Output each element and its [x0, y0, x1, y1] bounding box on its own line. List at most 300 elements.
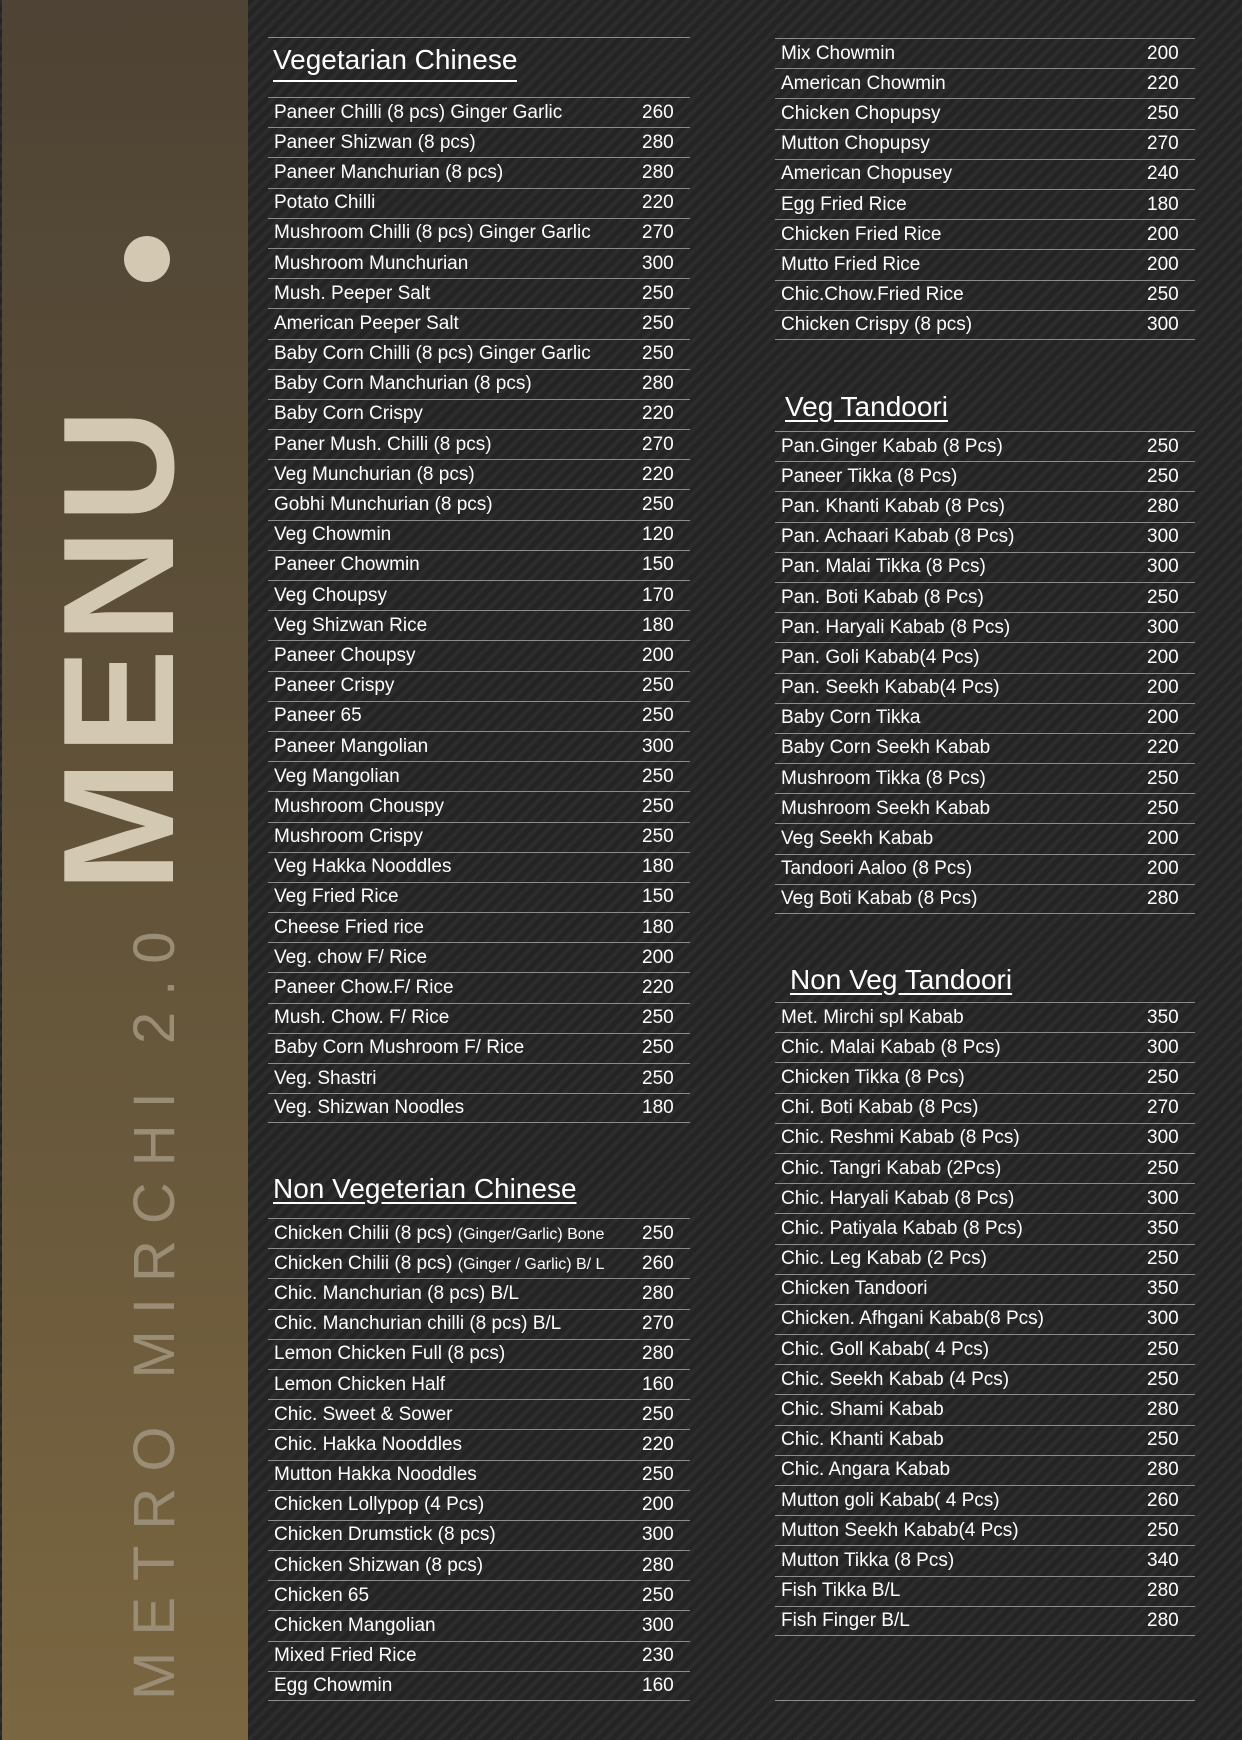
menu-item-row [775, 431, 1195, 461]
menu-item-row [268, 1063, 690, 1093]
item-name-text: Pan. Seekh Kabab(4 Pcs) [781, 677, 1000, 699]
item-name-text: Mix Chowmin [781, 42, 896, 64]
item-name [268, 403, 642, 425]
item-name-text: Mushroom Munchurian [274, 252, 469, 274]
item-name-text: Paneer Manchurian (8 pcs) [274, 161, 504, 183]
item-name-text: Chic. Reshmi Kabab (8 Pcs) [781, 1127, 1020, 1149]
item-price: 280 [1147, 495, 1179, 517]
item-name-text: Baby Corn Manchurian (8 pcs) [274, 373, 532, 395]
item-price: 250 [1147, 435, 1179, 457]
menu-item-row [775, 552, 1195, 582]
item-price: 250 [1147, 102, 1179, 124]
menu-item-row [268, 429, 690, 459]
item-name [268, 645, 642, 667]
item-price: 250 [1147, 1066, 1179, 1088]
item-name [268, 494, 642, 516]
menu-item-row [268, 188, 690, 218]
item-name-text: Chi. Boti Kabab (8 Pcs) [781, 1097, 979, 1119]
item-name [268, 947, 642, 969]
menu-item-row [775, 582, 1195, 612]
item-name [775, 1158, 1147, 1180]
menu-item-row [268, 1278, 690, 1308]
item-name-text: Pan. Goli Kabab(4 Pcs) [781, 646, 980, 668]
section-nonveg-chinese [268, 1173, 690, 1696]
menu-item-row [268, 1520, 690, 1550]
item-name [268, 1645, 642, 1667]
item-name-text: Paneer Chow.F/ Rice [274, 977, 454, 999]
section-heading: Veg Tandoori [785, 391, 948, 422]
menu-item-row [268, 308, 690, 338]
item-price: 280 [642, 373, 674, 395]
item-price: 250 [1147, 1368, 1179, 1390]
section-nonveg-tandoori [775, 964, 1195, 1631]
item-name-text: Chicken Tandoori [781, 1278, 928, 1300]
item-name [775, 103, 1147, 125]
menu-item-row [268, 1309, 690, 1339]
item-name [268, 1097, 642, 1119]
menu-item-row [268, 1429, 690, 1459]
item-price: 280 [642, 131, 674, 153]
item-name [268, 1555, 642, 1577]
menu-item-row [775, 884, 1195, 914]
item-name-text: Chicken Shizwan (8 pcs) [274, 1554, 484, 1576]
item-price: 170 [642, 584, 674, 606]
item-price: 300 [1147, 313, 1179, 335]
menu-item-row [268, 1490, 690, 1520]
menu-item-row [268, 459, 690, 489]
item-name [775, 617, 1147, 639]
menu-item-row [268, 1339, 690, 1369]
item-price: 150 [642, 886, 674, 908]
menu-item-row [268, 520, 690, 550]
item-name-text: Chic. Seekh Kabab (4 Pcs) [781, 1368, 1010, 1390]
item-name-text: Veg Choupsy [274, 584, 388, 606]
item-price: 270 [1147, 1097, 1179, 1119]
item-name [775, 1550, 1147, 1572]
menu-item-row [775, 793, 1195, 823]
menu-item-row [268, 882, 690, 912]
item-price: 250 [642, 1007, 674, 1029]
item-name [775, 466, 1147, 488]
menu-item-row [268, 852, 690, 882]
item-name-text: Chic. Khanti Kabab [781, 1429, 944, 1451]
menu-item-row [268, 791, 690, 821]
item-price: 300 [1147, 1308, 1179, 1330]
item-price: 250 [1147, 1519, 1179, 1541]
item-name [775, 43, 1147, 65]
section-veg-tandoori [775, 391, 1195, 909]
item-name [268, 283, 642, 305]
item-name [775, 798, 1147, 820]
item-name [775, 737, 1147, 759]
item-name-text: Pan. Malai Tikka (8 Pcs) [781, 556, 986, 578]
item-name [775, 1459, 1147, 1481]
item-name [775, 1218, 1147, 1240]
item-name-text: Mushroom Tikka (8 Pcs) [781, 767, 986, 789]
item-price: 300 [1147, 1036, 1179, 1058]
item-price: 200 [1147, 828, 1179, 850]
item-name [775, 314, 1147, 336]
item-name [268, 162, 642, 184]
menu-item-row [775, 1213, 1195, 1243]
item-price: 280 [642, 1282, 674, 1304]
item-price: 270 [1147, 133, 1179, 155]
item-name-text: Paneer Shizwan (8 pcs) [274, 131, 476, 153]
item-name [268, 524, 642, 546]
item-name [775, 1188, 1147, 1210]
item-name [268, 1313, 642, 1335]
divider [775, 1700, 1195, 1701]
item-price: 280 [1147, 1580, 1179, 1602]
menu-item-row [775, 1274, 1195, 1304]
item-price: 250 [1147, 1157, 1179, 1179]
item-name [775, 1399, 1147, 1421]
item-price: 260 [1147, 1489, 1179, 1511]
item-name-text: Veg. Shastri [274, 1067, 377, 1089]
item-name [268, 1374, 642, 1396]
item-name-text: Baby Corn Seekh Kabab [781, 737, 991, 759]
item-name [775, 73, 1147, 95]
item-note: (Ginger/Garlic) Bone [457, 1225, 605, 1243]
item-name-text: Pan. Haryali Kabab (8 Pcs) [781, 616, 1011, 638]
item-name-text: Chic. Tangri Kabab (2Pcs) [781, 1157, 1002, 1179]
item-name [775, 133, 1147, 155]
item-name-text: Veg Mangolian [274, 765, 400, 787]
item-name-text: Veg. chow F/ Rice [274, 946, 428, 968]
item-name-text: Chicken Tikka (8 Pcs) [781, 1066, 965, 1088]
item-price: 180 [642, 856, 674, 878]
item-price: 200 [1147, 223, 1179, 245]
item-name [268, 736, 642, 758]
item-name-text: Paneer Chilli (8 pcs) Ginger Garlic [274, 101, 563, 123]
item-list [775, 431, 1195, 914]
item-name [268, 856, 642, 878]
brand-rotated-group [2, 0, 248, 1740]
item-name [268, 554, 642, 576]
item-name [775, 254, 1147, 276]
item-name [775, 1248, 1147, 1270]
menu-item-row [268, 942, 690, 972]
item-name-text: Gobhi Munchurian (8 pcs) [274, 494, 493, 516]
item-price: 250 [1147, 1248, 1179, 1270]
item-name-text: Mushroom Chouspy [274, 795, 445, 817]
menu-item-row [775, 673, 1195, 703]
item-name-text: Veg Hakka Nooddles [274, 856, 452, 878]
item-name [775, 284, 1147, 306]
menu-item-row [775, 1606, 1195, 1636]
item-name [268, 766, 642, 788]
menu-item-row [268, 701, 690, 731]
item-price: 300 [1147, 556, 1179, 578]
item-name-text: American Chopusey [781, 163, 953, 185]
divider [268, 37, 690, 38]
item-name [775, 647, 1147, 669]
menu-item-row [268, 610, 690, 640]
item-name [268, 615, 642, 637]
item-price: 300 [1147, 526, 1179, 548]
item-price: 200 [1147, 42, 1179, 64]
item-name-text: Pan.Ginger Kabab (8 Pcs) [781, 435, 1003, 457]
item-name-text: Paner Mush. Chilli (8 pcs) [274, 433, 492, 455]
menu-item-row [268, 1369, 690, 1399]
menu-item-row [268, 822, 690, 852]
item-name [775, 1580, 1147, 1602]
item-price: 300 [642, 735, 674, 757]
item-name [268, 1223, 642, 1245]
item-name-text: Veg Chowmin [274, 524, 392, 546]
item-name [775, 858, 1147, 880]
item-price: 150 [642, 554, 674, 576]
item-name-text: Baby Corn Tikka [781, 707, 921, 729]
menu-item-row [268, 1033, 690, 1063]
item-name-text: Chicken 65 [274, 1584, 370, 1606]
item-price: 260 [642, 101, 674, 123]
item-name-text: Pan. Boti Kabab (8 Pcs) [781, 586, 984, 608]
item-name-text: Chic. Manchurian chilli (8 pcs) B/L [274, 1313, 562, 1335]
menu-item-row [268, 1610, 690, 1640]
item-price: 280 [642, 161, 674, 183]
item-price: 300 [1147, 1127, 1179, 1149]
item-price: 250 [642, 1584, 674, 1606]
item-price: 250 [642, 1222, 674, 1244]
item-name-text: Paneer Mangolian [274, 735, 429, 757]
item-price: 260 [642, 1252, 674, 1274]
brand-dot [124, 236, 170, 282]
menu-item-row [775, 1364, 1195, 1394]
menu-item-row [775, 1394, 1195, 1424]
item-price: 250 [642, 1037, 674, 1059]
section-heading: Non Veg Tandoori [790, 964, 1013, 995]
item-name [775, 1097, 1147, 1119]
item-name [268, 343, 642, 365]
item-list [775, 1002, 1195, 1636]
item-name [268, 192, 642, 214]
item-name-text: Fish Finger B/L [781, 1609, 910, 1631]
item-name [268, 222, 642, 244]
item-name-text: Chic. Sweet & Sower [274, 1403, 453, 1425]
item-name-text: Veg Seekh Kabab [781, 828, 934, 850]
item-name [268, 313, 642, 335]
item-name [775, 436, 1147, 458]
menu-item-row [775, 763, 1195, 793]
item-name [268, 1434, 642, 1456]
item-price: 250 [642, 494, 674, 516]
item-price: 270 [642, 222, 674, 244]
item-name [268, 1615, 642, 1637]
item-name-text: Chic. Hakka Nooddles [274, 1433, 462, 1455]
menu-item-row [268, 640, 690, 670]
item-list [268, 1218, 690, 1701]
item-price: 250 [642, 1403, 674, 1425]
item-name [775, 1007, 1147, 1029]
item-price: 180 [642, 916, 674, 938]
menu-item-row [775, 38, 1195, 68]
item-price: 220 [642, 403, 674, 425]
menu-item-row [268, 972, 690, 1002]
item-name-text: Chicken Mangolian [274, 1615, 436, 1637]
item-name-text: Chicken Crispy (8 pcs) [781, 313, 973, 335]
menu-item-row [268, 1460, 690, 1490]
item-name [268, 1068, 642, 1090]
item-price: 270 [642, 433, 674, 455]
menu-item-row [268, 1248, 690, 1278]
item-name [775, 1490, 1147, 1512]
menu-item-row [268, 550, 690, 580]
item-name [268, 1494, 642, 1516]
item-name [268, 132, 642, 154]
item-price: 250 [642, 795, 674, 817]
item-price: 200 [642, 1494, 674, 1516]
item-name [775, 1308, 1147, 1330]
item-price: 280 [1147, 887, 1179, 909]
item-price: 280 [642, 1554, 674, 1576]
item-name-text: Mushroom Seekh Kabab [781, 797, 991, 819]
item-price: 220 [642, 977, 674, 999]
item-name-text: Baby Corn Chilli (8 pcs) Ginger Garlic [274, 343, 591, 365]
brand-subtitle: METRO MIRCHI 2.0 [122, 915, 187, 1700]
item-name [775, 1610, 1147, 1632]
item-price: 240 [1147, 163, 1179, 185]
item-name-text: Chicken Lollypop (4 Pcs) [274, 1494, 485, 1516]
item-name [268, 1464, 642, 1486]
item-name [775, 556, 1147, 578]
item-name-text: Pan. Khanti Kabab (8 Pcs) [781, 495, 1005, 517]
item-name [268, 1037, 642, 1059]
item-name [775, 587, 1147, 609]
menu-item-row [268, 1399, 690, 1429]
item-name-text: American Peeper Salt [274, 312, 459, 334]
left-column [268, 0, 690, 1740]
menu-item-row [268, 1580, 690, 1610]
menu-item-row [268, 399, 690, 429]
menu-item-row [775, 1123, 1195, 1153]
item-name [268, 1404, 642, 1426]
menu-item-row [775, 823, 1195, 853]
item-name-text: Mutton Hakka Nooddles [274, 1464, 477, 1486]
item-name [268, 434, 642, 456]
item-name-text: Veg Shizwan Rice [274, 614, 428, 636]
section-veg-chinese [268, 44, 690, 1119]
item-name [268, 917, 642, 939]
item-name [268, 253, 642, 275]
item-price: 160 [642, 1674, 674, 1696]
menu-item-row [775, 129, 1195, 159]
item-name-text: Veg. Shizwan Noodles [274, 1097, 465, 1119]
item-name [268, 1253, 642, 1275]
item-name-text: Met. Mirchi spl Kabab [781, 1006, 964, 1028]
section-heading: Vegetarian Chinese [273, 44, 517, 82]
item-name [775, 707, 1147, 729]
menu-item-row [775, 1244, 1195, 1274]
item-name-text: Potato Chilli [274, 192, 376, 214]
menu-item-row [775, 461, 1195, 491]
item-name-text: Paneer Choupsy [274, 644, 416, 666]
item-price: 120 [642, 524, 674, 546]
item-price: 280 [642, 1343, 674, 1365]
menu-item-row [268, 1641, 690, 1671]
item-price: 180 [642, 1097, 674, 1119]
item-name [268, 464, 642, 486]
item-name [268, 826, 642, 848]
brand-sidebar [2, 0, 248, 1740]
item-name-text: Chicken Fried Rice [781, 223, 942, 245]
section-heading: Non Vegeterian Chinese [273, 1173, 577, 1204]
item-name-text: Mutton Tikka (8 Pcs) [781, 1549, 955, 1571]
menu-item-row [775, 1455, 1195, 1485]
item-name-text: Chicken Drumstick (8 pcs) [274, 1524, 496, 1546]
item-name-text: Mushroom Chilli (8 pcs) Ginger Garlic [274, 222, 591, 244]
item-price: 350 [1147, 1278, 1179, 1300]
item-price: 200 [642, 644, 674, 666]
item-name [775, 163, 1147, 185]
item-price: 200 [642, 946, 674, 968]
item-price: 220 [1147, 72, 1179, 94]
menu-item-row [775, 1485, 1195, 1515]
item-price: 300 [642, 252, 674, 274]
item-name [268, 977, 642, 999]
menu-item-row [775, 854, 1195, 884]
item-name-text: Lemon Chicken Half [274, 1373, 446, 1395]
item-name-text: Veg Munchurian (8 pcs) [274, 463, 475, 485]
item-name [775, 1278, 1147, 1300]
item-name-text: Mutton goli Kabab( 4 Pcs) [781, 1489, 1000, 1511]
menu-item-row [268, 1671, 690, 1701]
item-name [775, 1127, 1147, 1149]
menu-item-row [268, 278, 690, 308]
item-name-text: Chic. Angara Kabab [781, 1459, 951, 1481]
item-name-text: Veg Boti Kabab (8 Pcs) [781, 887, 978, 909]
menu-item-row [775, 1032, 1195, 1062]
item-price: 180 [642, 614, 674, 636]
item-price: 250 [642, 282, 674, 304]
menu-item-row [775, 98, 1195, 128]
item-name-text: Baby Corn Mushroom F/ Rice [274, 1037, 525, 1059]
menu-item-row [775, 1153, 1195, 1183]
item-price: 250 [1147, 1338, 1179, 1360]
item-name-text: Chicken Chilii (8 pcs) [274, 1222, 453, 1244]
item-name [775, 1339, 1147, 1361]
item-name [268, 705, 642, 727]
item-name [268, 373, 642, 395]
item-name-text: Mutton Chopupsy [781, 133, 930, 155]
item-name-text: Paneer Chowmin [274, 554, 420, 576]
item-name [268, 886, 642, 908]
menu-item-row [775, 310, 1195, 340]
item-name [775, 1429, 1147, 1451]
item-name-text: Veg Fried Rice [274, 886, 399, 908]
menu-item-row [268, 157, 690, 187]
item-price: 250 [642, 826, 674, 848]
item-price: 250 [642, 343, 674, 365]
menu-item-row [268, 580, 690, 610]
item-name-text: Chic. Malai Kabab (8 Pcs) [781, 1036, 1001, 1058]
item-price: 250 [1147, 586, 1179, 608]
item-price: 220 [642, 1433, 674, 1455]
menu-item-row [775, 1334, 1195, 1364]
item-price: 340 [1147, 1549, 1179, 1571]
item-price: 300 [1147, 616, 1179, 638]
item-name-text: Mutto Fried Rice [781, 253, 921, 275]
item-price: 220 [642, 192, 674, 214]
menu-item-row [775, 1002, 1195, 1032]
item-price: 200 [1147, 858, 1179, 880]
item-name [775, 888, 1147, 910]
item-name-text: Mush. Peeper Salt [274, 282, 431, 304]
item-price: 250 [642, 1067, 674, 1089]
menu-item-row [775, 1093, 1195, 1123]
menu-item-row [268, 489, 690, 519]
item-name [268, 675, 642, 697]
